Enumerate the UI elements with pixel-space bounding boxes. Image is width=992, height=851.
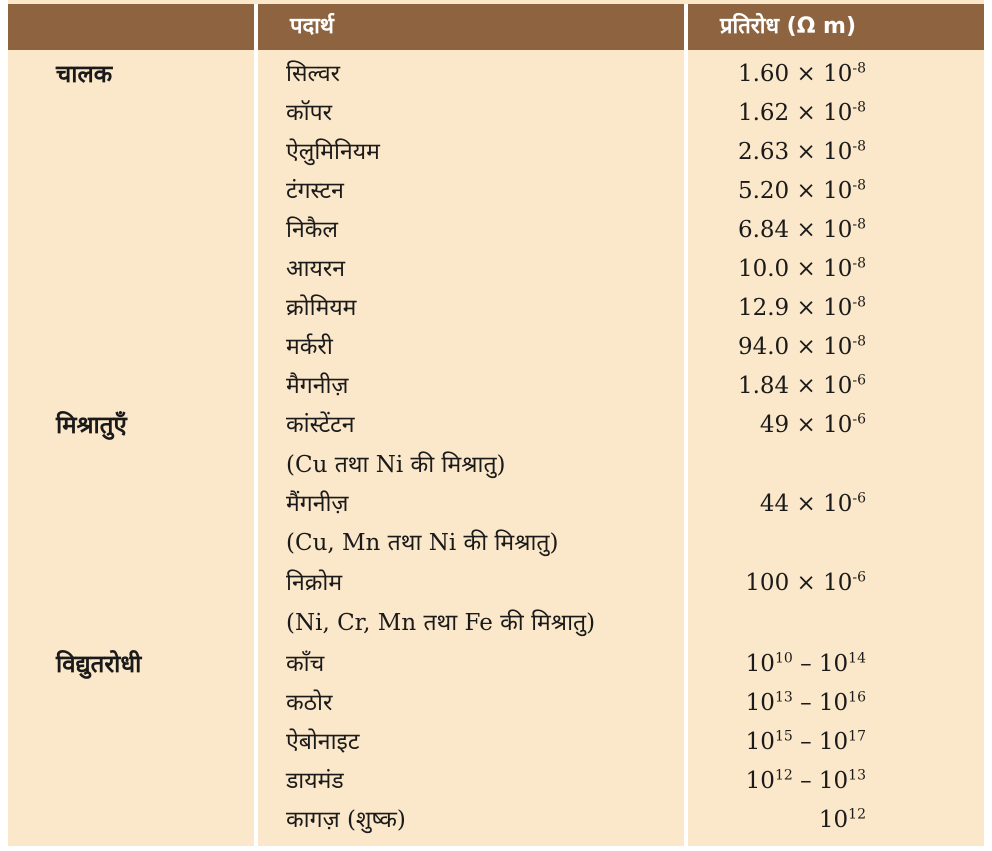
material-name: सिल्वर <box>286 61 341 87</box>
resistivity-table <box>8 0 984 846</box>
material-name: मैंगनीज़ <box>286 491 349 517</box>
resistivity-value: $44 \times 10^{-6}$ <box>759 490 866 517</box>
material-name: ऐलुमिनियम <box>286 139 380 165</box>
material-name: कॉपर <box>286 100 333 126</box>
resistivity-range: $10^{12} - 10^{13}$ <box>745 767 866 794</box>
material-name: काँच <box>286 651 325 677</box>
category-alloys: मिश्रातुएँ <box>56 411 127 439</box>
material-name: निक्रोम <box>286 570 343 596</box>
material-name: निकैल <box>286 217 338 243</box>
material-name: कागज़ (शुष्क) <box>286 807 406 833</box>
material-name: आयरन <box>286 256 346 282</box>
resistivity-range: $10^{10} - 10^{14}$ <box>745 650 866 677</box>
resistivity-value: $1.62 \times 10^{-8}$ <box>737 99 866 126</box>
material-note: (Cu तथा Ni की मिश्रातु) <box>286 452 506 478</box>
resistivity-value: $10.0 \times 10^{-8}$ <box>737 255 866 282</box>
category-conductors: चालक <box>56 60 113 88</box>
resistivity-value: $1.84 \times 10^{-6}$ <box>737 372 866 399</box>
resistivity-value: $6.84 \times 10^{-8}$ <box>737 216 866 243</box>
material-note: (Cu, Mn तथा Ni की मिश्रातु) <box>286 530 559 556</box>
column-divider <box>684 4 688 846</box>
material-name: मर्करी <box>286 334 333 360</box>
resistivity-value: $12.9 \times 10^{-8}$ <box>737 294 866 321</box>
material-name: ऐबोनाइट <box>286 729 360 755</box>
resistivity-value: $94.0 \times 10^{-8}$ <box>737 333 866 360</box>
resistivity-value: $5.20 \times 10^{-8}$ <box>737 177 866 204</box>
material-name: डायमंड <box>286 768 344 794</box>
material-note: (Ni, Cr, Mn तथा Fe की मिश्रातु) <box>286 610 596 636</box>
resistivity-range: $10^{13} - 10^{16}$ <box>745 689 866 716</box>
material-name: मैगनीज़ <box>286 373 349 399</box>
material-name: टंगस्टन <box>286 178 344 204</box>
resistivity-value: $100 \times 10^{-6}$ <box>745 569 866 596</box>
header-resistivity: प्रतिरोध (Ω m) <box>720 14 857 39</box>
material-name: कठोर <box>286 690 333 716</box>
category-insulators: विद्युतरोधी <box>56 650 142 678</box>
table-header <box>8 4 984 50</box>
resistivity-value: $2.63 \times 10^{-8}$ <box>737 138 866 165</box>
material-name: कांस्टेंटन <box>286 412 355 438</box>
material-name: क्रोमियम <box>286 295 357 321</box>
resistivity-value: $10^{12}$ <box>818 806 866 833</box>
resistivity-range: $10^{15} - 10^{17}$ <box>745 728 866 755</box>
resistivity-value: $1.60 \times 10^{-8}$ <box>737 60 866 87</box>
header-material: पदार्थ <box>290 14 334 39</box>
resistivity-value: $49 \times 10^{-6}$ <box>759 411 866 438</box>
column-divider <box>254 4 258 846</box>
